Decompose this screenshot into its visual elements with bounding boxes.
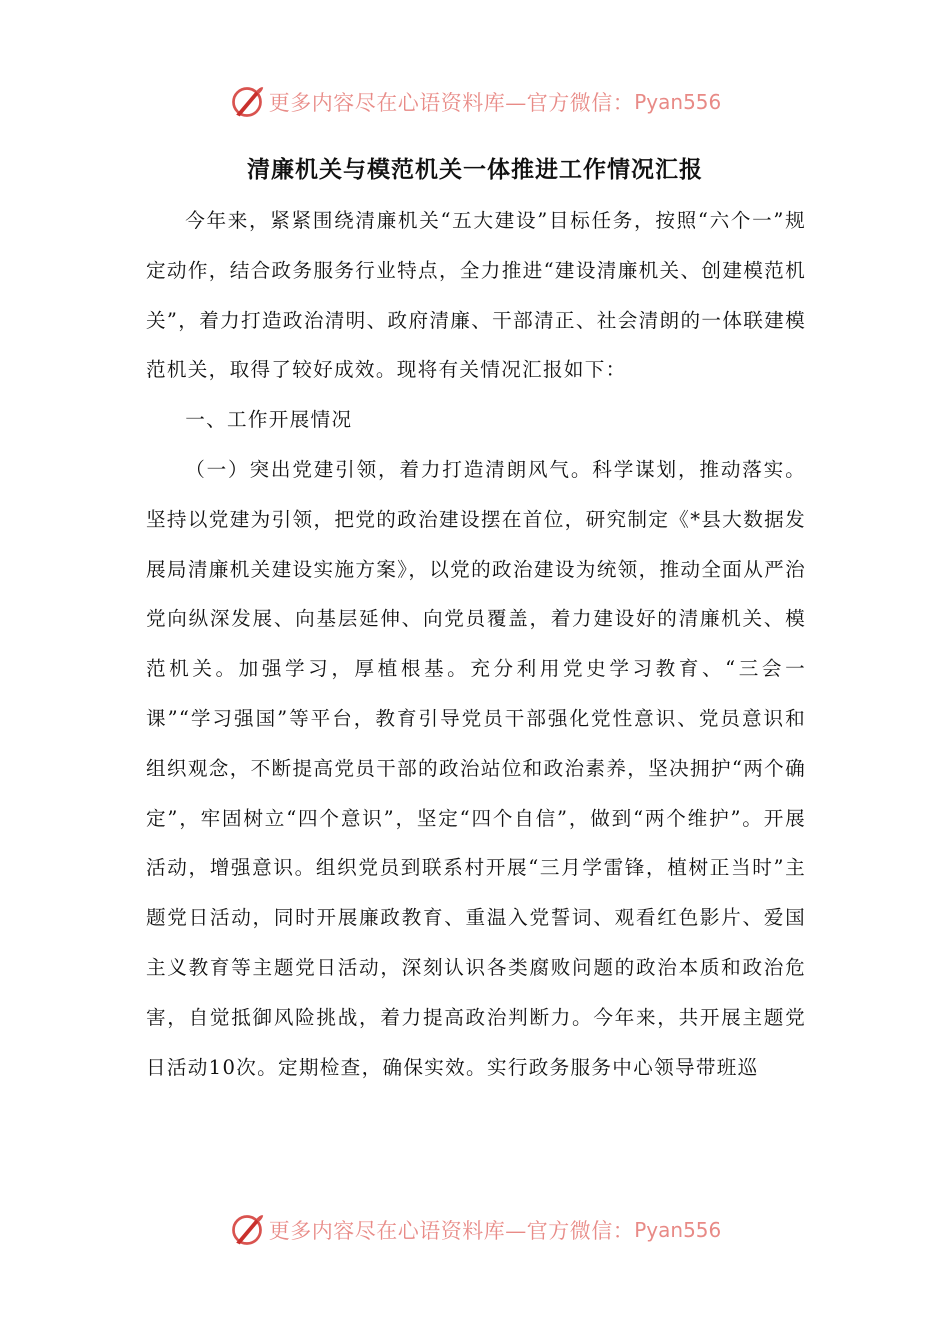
quill-logo-icon [229, 84, 265, 120]
document-body [146, 196, 806, 1092]
watermark-text: 更多内容尽在心语资料库—官方微信： [268, 1219, 635, 1243]
document-title: 清廉机关与模范机关一体推进工作情况汇报 [247, 157, 703, 183]
watermark-text: 更多内容尽在心语资料库—官方微信： [268, 91, 635, 115]
section-heading: 一、工作开展情况 [185, 408, 353, 432]
watermark-footer [0, 1210, 950, 1250]
quill-logo-icon [229, 1212, 265, 1248]
watermark-header [0, 82, 950, 122]
watermark-wechat-id: Pyan556 [634, 90, 722, 114]
paragraph-intro: 今年来，紧紧围绕清廉机关“五大建设”目标任务，按照“六个一”规定动作，结合政务服务行业特点，全力推进“建设清廉机关、创建模范机关”，着力打造政治清明、政府清廉、干部清正、社会清朗的一体联建模范机关，取得了较好成效。现将有关情况汇报如下： [146, 209, 806, 382]
watermark-wechat-id: Pyan556 [634, 1218, 722, 1242]
paragraph-section-1: （一）突出党建引领，着力打造清朗风气。科学谋划，推动落实。坚持以党建为引领，把党的政治建设摆在首位，研究制定《*县大数据发展局清廉机关建设实施方案》，以党的政治建设为统领，推动全面从严治党向纵深发展、向基层延伸、向党员覆盖，着力建设好的清廉机关、模范机关。加强学习，厚植根基。充分利用党史学习教育、“三会一课”“学习强国”等平台，教育引导党员干部强化党性意识、党员意识和组织观念，不断提高党员干部的政治站位和政治素养，坚决拥护“两个确定”，牢固树立“四个意识”，坚定“四个自信”，做到“两个维护”。开展活动，增强意识。组织党员到联系村开展“三月学雷锋，植树正当时”主题党日活动，同时开展廉政教育、重温入党誓词、观看红色影片、爱国主义教育等主题党日活动，深刻认识各类腐败问题的政治本质和政治危害，自觉抵御风险挑战，着力提高政治判断力。今年来，共开展主题党日活动10次。定期检查，确保实效。实行政务服务中心领导带班巡 [146, 457, 806, 1079]
